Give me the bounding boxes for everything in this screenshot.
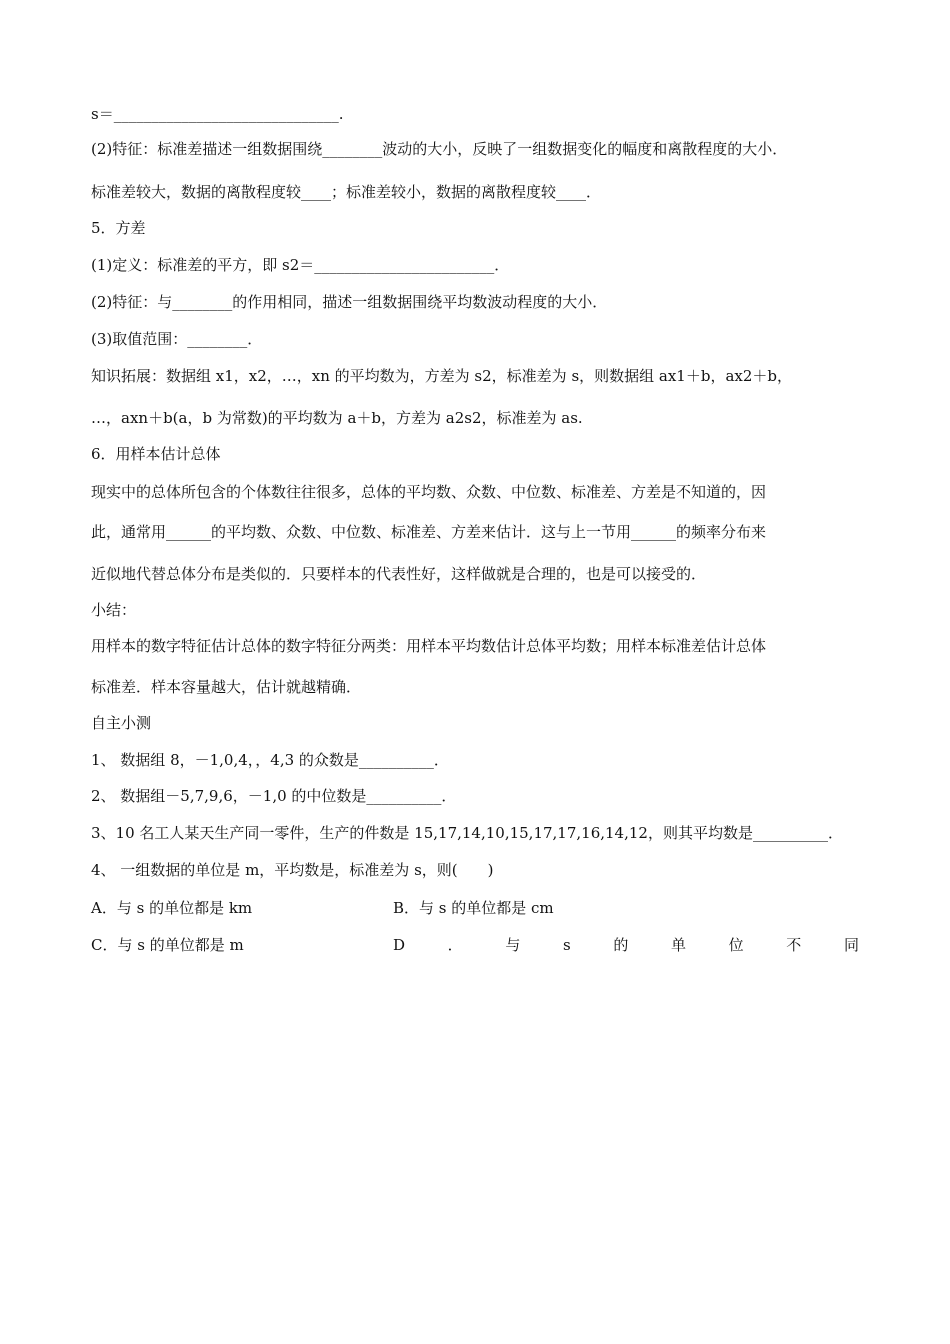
knowledge-extension-line-2: …，axn＋b(a，b 为常数)的平均数为 a＋b，方差为 a2s2，标准差为 as. — [91, 409, 583, 427]
option-d-char: ． — [447, 936, 463, 954]
option-c: C．与 s 的单位都是 m — [91, 936, 244, 954]
question-1: 1、 数据组 8，－1,0,4，，4,3 的众数是__________． — [91, 751, 449, 769]
std-dev-comparison-line: 标准差较大，数据的离散程度较____；标准差较小，数据的离散程度较____． — [91, 183, 602, 201]
std-dev-feature-line: (2)特征：标准差描述一组数据围绕________波动的大小，反映了一组数据变化的幅度和离散程度的大小． — [91, 140, 788, 158]
std-dev-formula-line: s＝______________________________. — [91, 105, 344, 123]
sample-estimate-paragraph-line-2: 此，通常用______的平均数、众数、中位数、标准差、方差来估计．这与上一节用______的频率分布来 — [91, 523, 767, 541]
option-d-char: 的 — [613, 936, 629, 954]
question-2: 2、 数据组－5,7,9,6，－1,0 的中位数是__________． — [91, 787, 457, 805]
variance-range-line: (3)取值范围：________． — [91, 330, 263, 348]
self-test-heading: 自主小测 — [91, 714, 152, 732]
option-d-char: s — [562, 936, 571, 954]
summary-paragraph-line-2: 标准差．样本容量越大，估计就越精确． — [91, 678, 362, 696]
variance-definition-line: (1)定义：标准差的平方，即 s2＝________________________． — [91, 256, 510, 274]
summary-heading: 小结： — [91, 601, 137, 619]
option-d-char: 同 — [843, 936, 859, 954]
knowledge-extension-line-1: 知识拓展：数据组 x1，x2，…，xn 的平均数为，方差为 s2，标准差为 s，则数据组 ax1＋b，ax2＋b， — [91, 367, 793, 385]
variance-heading: 5．方差 — [91, 219, 146, 237]
option-d — [393, 935, 859, 955]
option-d-char: 位 — [728, 936, 744, 954]
sample-estimate-paragraph-line-3: 近似地代替总体分布是类似的．只要样本的代表性好，这样做就是合理的，也是可以接受的． — [91, 565, 707, 583]
sample-estimate-heading: 6．用样本估计总体 — [91, 445, 221, 463]
sample-estimate-paragraph-line-1: 现实中的总体所包含的个体数往往很多，总体的平均数、众数、中位数、标准差、方差是不知道的，因 — [91, 483, 767, 501]
option-d-char: 不 — [786, 936, 802, 954]
option-d-char: 与 — [505, 936, 521, 954]
option-d-char: 单 — [670, 936, 686, 954]
variance-feature-line: (2)特征：与________的作用相同，描述一组数据围绕平均数波动程度的大小． — [91, 293, 608, 311]
summary-paragraph-line-1: 用样本的数字特征估计总体的数字特征分两类：用样本平均数估计总体平均数；用样本标准差估计总体 — [91, 637, 767, 655]
option-b: B．与 s 的单位都是 cm — [393, 899, 554, 917]
question-4: 4、 一组数据的单位是 m，平均数是，标准差为 s，则( ) — [91, 861, 494, 879]
option-a: A．与 s 的单位都是 km — [91, 899, 253, 917]
question-3: 3、10 名工人某天生产同一零件，生产的件数是 15,17,14,10,15,17,17,16,14,12，则其平均数是__________． — [91, 824, 843, 842]
option-d-char: D — [393, 936, 406, 954]
